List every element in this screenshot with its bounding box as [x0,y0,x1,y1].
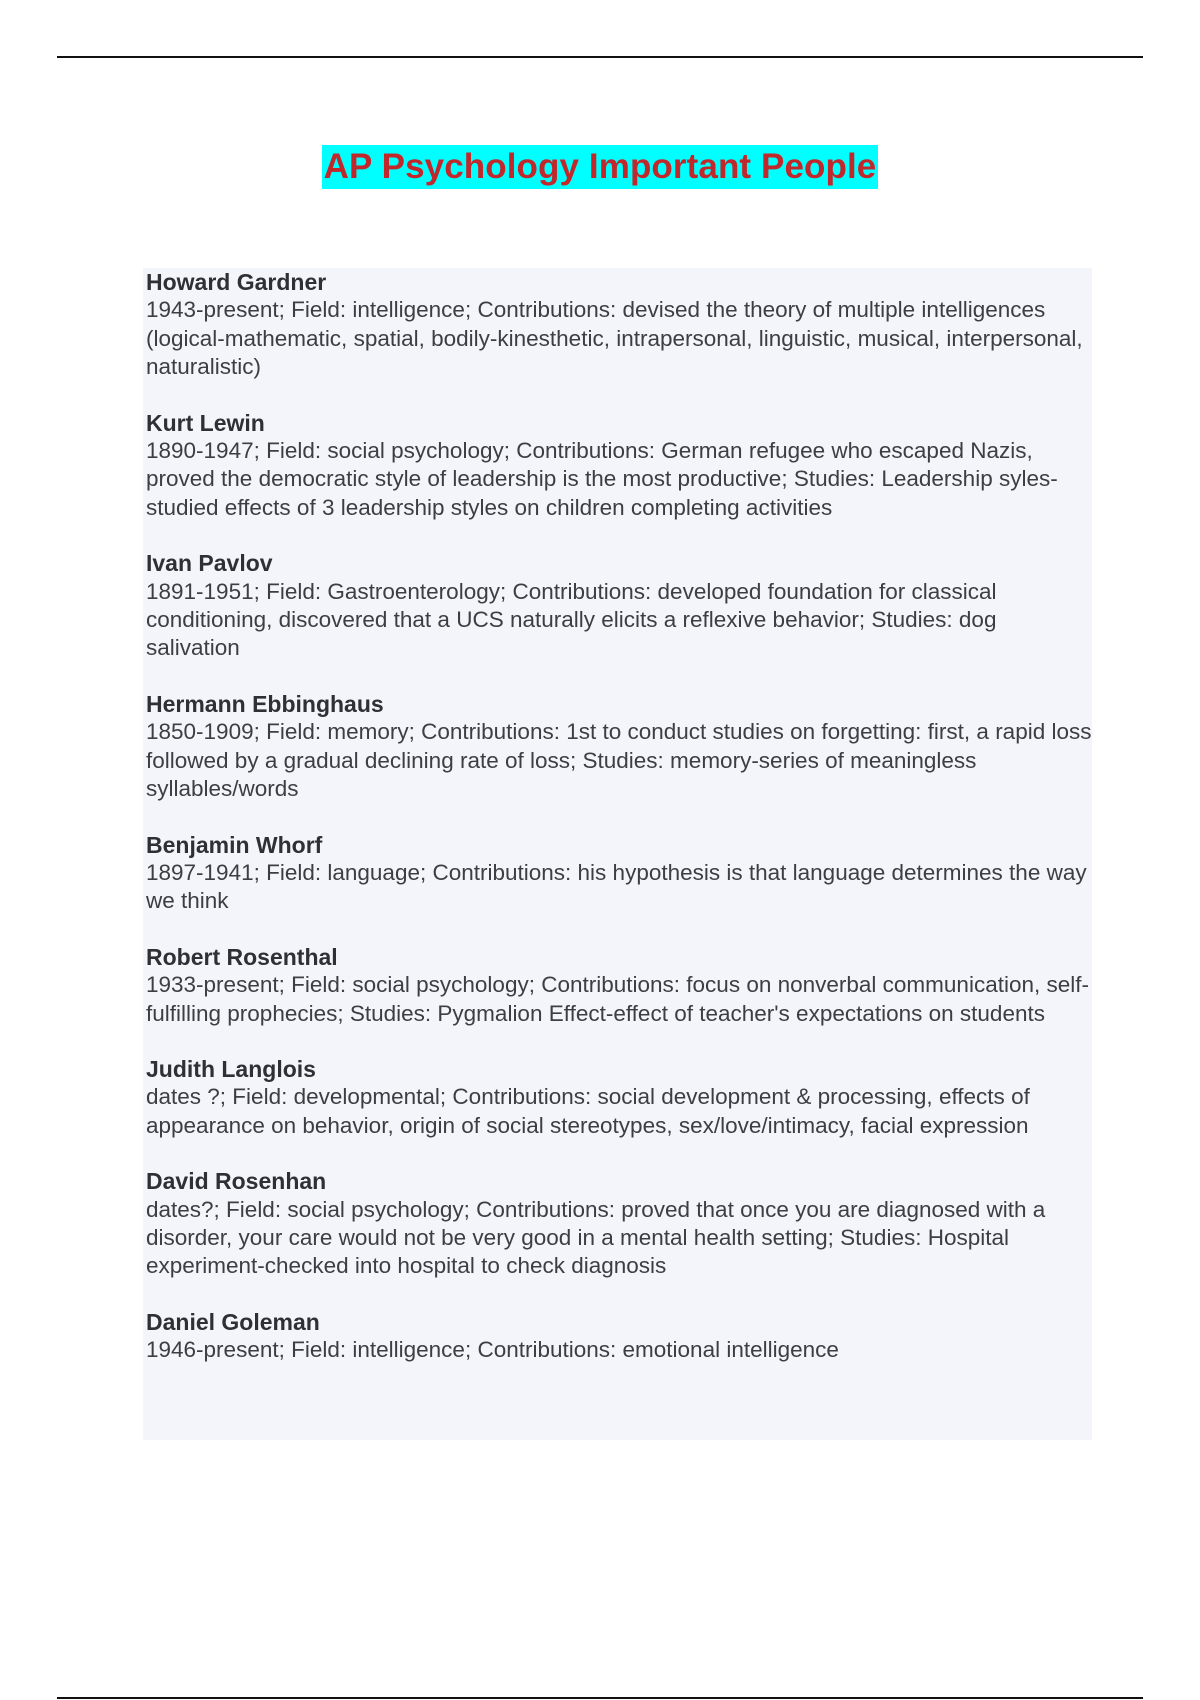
person-name: Daniel Goleman [146,1308,320,1335]
person-entry [146,943,1092,1028]
title-container [0,145,1200,189]
person-description: 1897-1941; Field: language; Contributions: his hypothesis is that language determines the way we think [146,859,1087,914]
person-entry [146,1055,1092,1140]
person-description: 1946-present; Field: intelligence; Contributions: emotional intelligence [146,1337,839,1363]
person-name: Benjamin Whorf [146,831,323,858]
person-name: Robert Rosenthal [146,943,338,970]
person-entry [146,549,1092,663]
person-name: Hermann Ebbinghaus [146,690,384,717]
person-name: David Rosenhan [146,1168,327,1195]
person-description: 1943-present; Field: intelligence; Contributions: devised the theory of multiple intelligences (logical-mathematic, spatial, bodily-kinesthetic, intrapersonal, linguistic, musical, interpersonal, naturalistic) [146,297,1083,380]
people-list [143,268,1092,1440]
person-description: 1933-present; Field: social psychology; Contributions: focus on nonverbal communication, self-fulfilling prophecies; Studies: Pygmalion Effect-effect of teacher's expectations on students [146,972,1089,1026]
person-entry [146,1167,1092,1281]
person-name: Howard Gardner [146,269,327,295]
top-rule [57,56,1143,58]
page-title: AP Psychology Important People [322,145,879,189]
person-entry [146,409,1092,523]
person-name: Judith Langlois [146,1055,316,1082]
person-description: dates?; Field: social psychology; Contributions: proved that once you are diagnosed with a disorder, your care would not be very good in a mental health setting; Studies: Hospital experiment-checked into hospital to check diagnosis [146,1196,1046,1279]
person-name: Kurt Lewin [146,409,265,436]
person-entry [146,690,1092,804]
person-description: dates ?; Field: developmental; Contributions: social development & processing, effects of appearance on behavior, origin of social stereotypes, sex/love/intimacy, facial expression [146,1084,1030,1138]
person-description: 1850-1909; Field: memory; Contributions: 1st to conduct studies on forgetting: first, a rapid loss followed by a gradual declining rate of loss; Studies: memory-series of meaningless syllables/words [146,719,1092,802]
person-name: Ivan Pavlov [146,550,273,577]
person-entry [146,831,1092,916]
person-description: 1891-1951; Field: Gastroenterology; Contributions: developed foundation for classical conditioning, discovered that a UCS naturally elicits a reflexive behavior; Studies: dog salivation [146,578,997,661]
person-entry [146,268,1092,382]
person-entry [146,1308,1092,1365]
person-description: 1890-1947; Field: social psychology; Contributions: German refugee who escaped Nazis, proved the democratic style of leadership is the most productive; Studies: Leadership syles-studied effects of 3 leadership styles on children completing activities [146,438,1058,520]
bottom-rule [57,1697,1143,1699]
